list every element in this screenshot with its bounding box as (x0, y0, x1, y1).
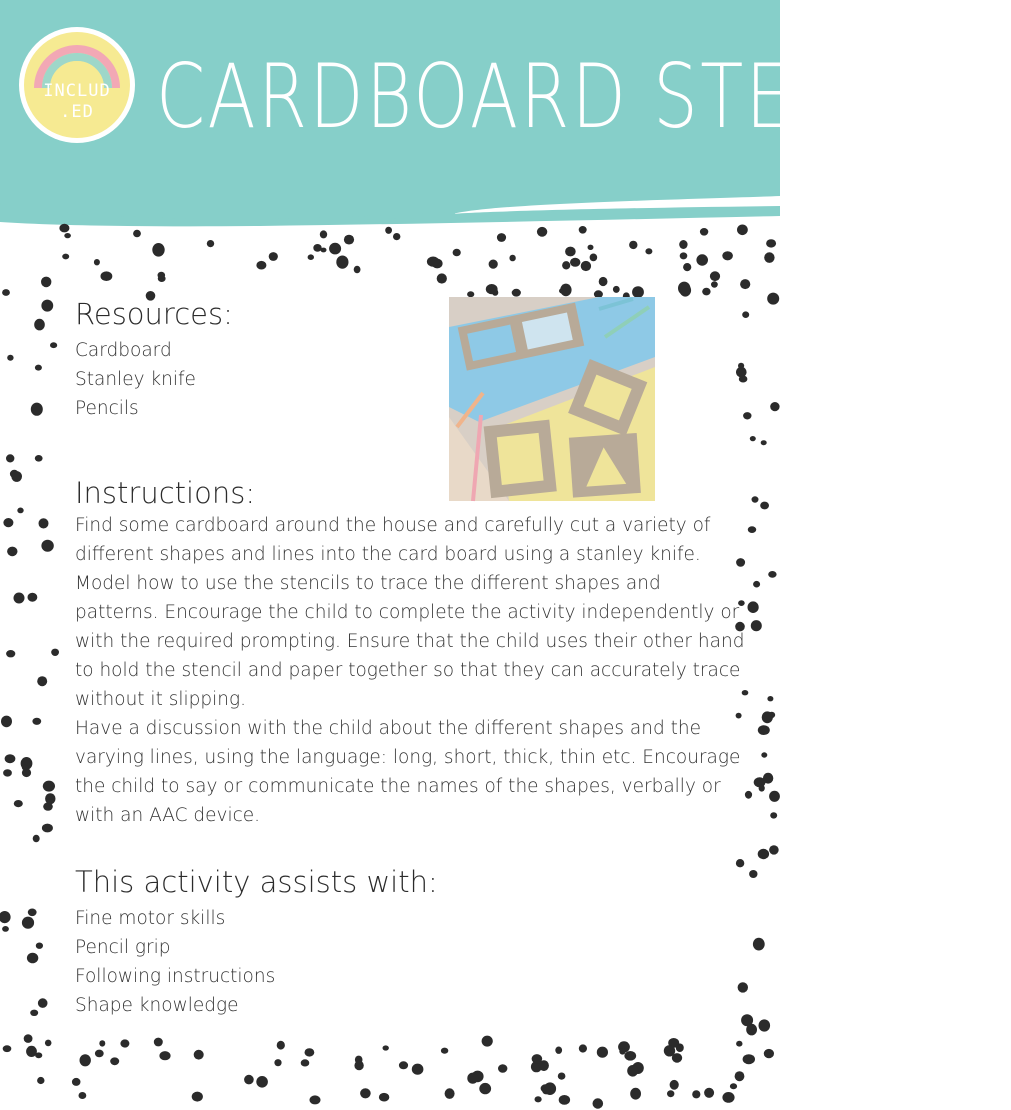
polka-dot (509, 255, 515, 262)
polka-dot (743, 1054, 755, 1064)
polka-dot (2, 926, 9, 932)
polka-dot (645, 248, 652, 254)
polka-dot (479, 1083, 491, 1094)
polka-dot (321, 248, 327, 253)
polka-dot (683, 263, 691, 271)
polka-dot (613, 286, 620, 293)
polka-dot (152, 243, 164, 257)
polka-dot (17, 508, 23, 514)
resources-list (75, 336, 755, 423)
polka-dot (336, 256, 348, 269)
polka-dot (629, 241, 637, 249)
polka-dot (101, 271, 113, 281)
polka-dot (277, 1041, 285, 1050)
polka-dot (769, 791, 780, 802)
polka-dot (770, 812, 777, 818)
polka-dot (764, 252, 774, 263)
polka-dot (34, 319, 45, 331)
content-column (75, 296, 755, 1020)
polka-dot (99, 1040, 105, 1046)
polka-dot (740, 279, 750, 289)
polka-dot (0, 911, 11, 923)
polka-dot (535, 1096, 542, 1102)
polka-dot (35, 1052, 42, 1058)
polka-dot (383, 1045, 389, 1050)
polka-dot (36, 943, 43, 949)
list-item: Shape knowledge (75, 995, 239, 1016)
list-item: Stanley knife (75, 369, 196, 390)
polka-dot (664, 1045, 675, 1056)
polka-dot (43, 781, 55, 792)
polka-dot (329, 243, 341, 255)
list-item: Pencils (75, 398, 139, 419)
polka-dot (37, 1077, 44, 1084)
polka-dot (581, 261, 591, 271)
polka-dot (542, 1087, 550, 1094)
polka-dot (320, 230, 327, 238)
polka-dot (274, 1059, 281, 1066)
polka-dot (759, 785, 765, 792)
polka-dot (711, 281, 718, 287)
polka-dot (158, 272, 166, 279)
polka-dot (14, 593, 25, 604)
polka-dot (24, 1034, 33, 1043)
polka-dot (767, 293, 779, 305)
polka-dot (722, 1092, 734, 1103)
polka-dot (72, 1078, 81, 1086)
polka-dot (94, 259, 100, 265)
polka-dot (37, 676, 47, 686)
polka-dot (41, 300, 53, 312)
list-item: Cardboard (75, 340, 172, 361)
polka-dot (244, 1075, 254, 1085)
list-item: Fine motor skills (75, 908, 226, 929)
polka-dot (702, 288, 710, 296)
polka-dot (559, 1095, 570, 1105)
polka-dot (22, 765, 28, 771)
polka-dot (38, 998, 48, 1008)
polka-dot (761, 440, 767, 445)
polka-dot (692, 1090, 700, 1098)
polka-dot (453, 249, 461, 256)
polka-dot (159, 1051, 170, 1060)
polka-dot (758, 725, 770, 735)
polka-dot (51, 649, 59, 656)
polka-dot (41, 540, 53, 552)
polka-dot (354, 266, 361, 273)
polka-dot (354, 1061, 363, 1071)
polka-dot (766, 239, 776, 247)
assists-list (75, 904, 755, 1020)
polka-dot (760, 502, 769, 510)
polka-dot (35, 365, 42, 371)
polka-dot (64, 233, 71, 238)
assists-heading: This activity assists with: (75, 865, 438, 899)
polka-dot (762, 711, 773, 723)
polka-dot (570, 258, 580, 267)
polka-dot (759, 1019, 771, 1031)
polka-dot (308, 254, 314, 260)
polka-dot (305, 1048, 315, 1056)
polka-dot (590, 254, 598, 262)
polka-dot (269, 252, 278, 261)
polka-dot (761, 752, 767, 757)
includ-ed-logo (10, 26, 144, 144)
polka-dot (579, 226, 587, 234)
polka-dot (194, 1050, 204, 1060)
polka-dot (667, 1090, 674, 1097)
polka-dot (700, 228, 708, 236)
polka-dot (624, 1051, 636, 1061)
polka-dot (3, 769, 12, 776)
polka-dot (79, 1092, 87, 1099)
polka-dot (767, 696, 773, 701)
polka-dot (704, 1088, 714, 1098)
instructions-paragraph: Find some cardboard around the house and carefully cut a variety of different shapes and lines into the card board using a stanley knife. Model how to use the stencils to trace the different shapes and patterns. Encourage the child to complete the activity independently or with the required prompting. Ensure that the child uses their other hand to hold the stencil and paper together so that they can accurately trace without it slipping. (75, 515, 745, 710)
list-item: Pencil grip (75, 937, 171, 958)
list-item: Following instructions (75, 966, 276, 987)
polka-dot (769, 845, 779, 854)
polka-dot (1, 716, 12, 728)
polka-dot (722, 251, 733, 260)
polka-dot (45, 793, 55, 804)
polka-dot (301, 1059, 310, 1066)
instructions-paragraph: Have a discussion with the child about the different shapes and the varying lines, using the language: long, short, thick, thin etc. Encourage the child to say or communicate the names of the shapes, verbally or with an AAC device. (75, 718, 741, 826)
polka-dot (30, 1010, 38, 1016)
polka-dot (537, 227, 547, 237)
polka-dot (95, 1050, 104, 1058)
polka-dot (532, 1054, 543, 1063)
polka-dot (679, 240, 687, 249)
polka-dot (437, 273, 447, 283)
instructions-heading: Instructions: (75, 476, 256, 510)
polka-dot (441, 1048, 448, 1054)
polka-dot (486, 284, 498, 294)
polka-dot (696, 254, 708, 265)
polka-dot (680, 252, 688, 259)
polka-dot (427, 257, 439, 267)
polka-dot (256, 261, 266, 270)
polka-dot (22, 917, 34, 929)
polka-dot (627, 1065, 638, 1077)
polka-dot (597, 1047, 608, 1058)
polka-dot (3, 1045, 12, 1052)
polka-dot (399, 1061, 408, 1069)
polka-dot (42, 824, 53, 833)
polka-dot (11, 471, 22, 482)
polka-dot (35, 455, 43, 462)
polka-dot (6, 454, 14, 462)
polka-dot (360, 1088, 371, 1098)
polka-dot (110, 1057, 119, 1065)
polka-dot (28, 909, 37, 917)
polka-dot (593, 1098, 604, 1108)
polka-dot (45, 1040, 52, 1047)
polka-dot (313, 244, 321, 252)
polka-dot (7, 355, 13, 361)
polka-dot (344, 235, 354, 245)
polka-dot (445, 1088, 455, 1099)
polka-dot (467, 1073, 478, 1084)
polka-dot (32, 718, 41, 725)
polka-dot (120, 1039, 129, 1047)
polka-dot (710, 271, 720, 281)
polka-dot (7, 547, 17, 557)
polka-dot (133, 230, 141, 238)
polka-dot (6, 650, 15, 657)
polka-dot (555, 1047, 562, 1054)
polka-dot (192, 1092, 203, 1102)
polka-dot (154, 1038, 163, 1047)
polka-dot (670, 1080, 679, 1090)
polka-dot (31, 403, 43, 416)
polka-dot (393, 233, 400, 240)
polka-dot (599, 277, 608, 286)
polka-dot (565, 247, 576, 257)
polka-dot (207, 240, 214, 247)
polka-dot (80, 1054, 91, 1066)
page-title: CARDBOARD STENCILS (156, 45, 1011, 148)
polka-dot (41, 277, 51, 288)
polka-dot (736, 1041, 742, 1047)
polka-dot (379, 1093, 389, 1102)
polka-dot (3, 518, 13, 527)
polka-dot (14, 800, 23, 807)
polka-dot (482, 1036, 493, 1047)
polka-dot (630, 1088, 641, 1100)
resources-heading: Resources: (75, 297, 233, 331)
polka-dot (59, 224, 69, 233)
polka-dot (27, 953, 38, 964)
polka-dot (5, 754, 16, 763)
polka-dot (28, 593, 38, 602)
logo-text-top: INCLUD (43, 81, 111, 101)
polka-dot (730, 1083, 737, 1089)
polka-dot (768, 571, 776, 578)
polka-dot (763, 773, 773, 784)
polka-dot (310, 1095, 321, 1104)
polka-dot (758, 849, 769, 859)
polka-dot (560, 284, 571, 297)
polka-dot (385, 227, 392, 234)
polka-dot (39, 518, 49, 528)
polka-dot (2, 289, 10, 296)
polka-dot (579, 1044, 587, 1052)
polka-dot (678, 282, 690, 295)
polka-dot (412, 1064, 424, 1075)
polka-dot (764, 1049, 774, 1058)
polka-dot (562, 261, 570, 269)
polka-dot (489, 260, 498, 269)
polka-dot (588, 245, 594, 250)
polka-dot (62, 254, 69, 260)
polka-dot (558, 1073, 566, 1080)
polka-dot (619, 1048, 625, 1055)
polka-dot (737, 225, 748, 236)
polka-dot (50, 342, 57, 348)
polka-dot (770, 402, 779, 411)
polka-dot (735, 1071, 745, 1081)
polka-dot (498, 1064, 507, 1073)
polka-dot (33, 835, 40, 842)
polka-dot (497, 233, 506, 242)
logo-text-bottom: .ED (60, 102, 94, 122)
polka-dot (256, 1076, 268, 1088)
